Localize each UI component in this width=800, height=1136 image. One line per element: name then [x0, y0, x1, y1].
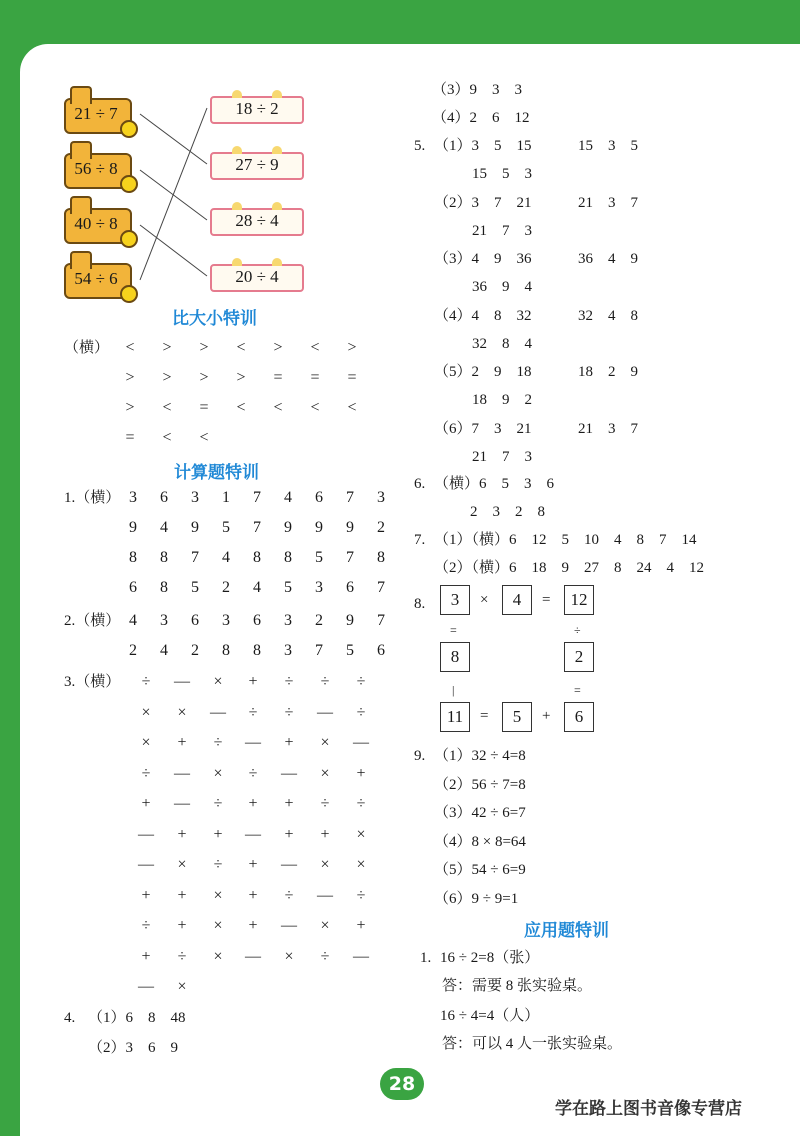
answer-digit: 9 — [315, 519, 323, 536]
q4-line-2: （2）3 6 9 — [88, 1040, 179, 1056]
operator-symbol: + — [248, 856, 258, 873]
q5-alt: 32 4 8 — [578, 307, 639, 324]
operator-symbol: ÷ — [141, 673, 151, 690]
operator-symbol: + — [248, 795, 258, 812]
q5-line: 18 9 2 — [472, 392, 533, 408]
q8-plus: + — [542, 708, 551, 724]
q5-line: （1）3 5 15 — [434, 138, 532, 154]
answer-digit: 8 — [253, 549, 261, 566]
q5-alt: 15 3 5 — [578, 138, 639, 154]
answer-digit: 6 — [160, 489, 168, 506]
answer-digit: 3 — [222, 612, 230, 629]
r-line-4: （4）2 6 12 — [432, 110, 530, 126]
q5-line: 21 7 3 — [472, 448, 533, 465]
answer-digit: 4 — [253, 579, 261, 596]
q8-box-6: 11 — [440, 702, 470, 732]
compare-symbol: = — [347, 369, 357, 386]
compare-symbol: < — [199, 429, 209, 446]
answer-digit: 7 — [346, 549, 354, 566]
operator-symbol: — — [174, 795, 190, 812]
compare-symbol: < — [347, 399, 357, 416]
q9-line: （5）54 ÷ 6=9 — [434, 862, 526, 878]
q8-box-2: 4 — [502, 585, 532, 615]
answer-digit: 8 — [284, 549, 292, 566]
operator-symbol: + — [356, 917, 366, 934]
compare-symbol: > — [347, 339, 357, 356]
compare-symbol: < — [236, 399, 246, 416]
answer-digit: 7 — [191, 549, 199, 566]
answer-digit: 9 — [346, 519, 354, 536]
card-expr: 18 ÷ 2 — [235, 99, 279, 118]
operator-symbol: — — [245, 734, 261, 751]
operator-symbol: ÷ — [284, 886, 294, 904]
operator-symbol: × — [320, 917, 330, 934]
compare-symbol: < — [125, 339, 135, 356]
operator-symbol: + — [248, 673, 258, 690]
operator-symbol: + — [177, 734, 187, 751]
q5-line: （2）3 7 21 — [434, 194, 532, 211]
q5-alt: 18 2 9 — [578, 364, 639, 380]
operator-symbol: ÷ — [213, 856, 223, 873]
cat-expr: 56 ÷ 8 — [74, 159, 118, 178]
operator-symbol: ÷ — [141, 764, 151, 782]
q8-vert-3: | — [452, 683, 455, 697]
app-line: 答：需要 8 张实验桌。 — [442, 978, 593, 994]
operator-symbol: ÷ — [356, 703, 366, 721]
compare-symbol: > — [162, 369, 172, 386]
answer-digit: 7 — [253, 489, 261, 506]
q8-box-7: 5 — [502, 702, 532, 732]
compare-symbol: > — [199, 339, 209, 356]
operator-symbol: — — [138, 856, 154, 873]
answer-digit: 8 — [129, 549, 137, 566]
operator-symbol: × — [284, 947, 294, 965]
operator-symbol: × — [177, 703, 187, 721]
answer-digit: 2 — [315, 612, 323, 629]
q8-equals-2: = — [480, 708, 489, 724]
operator-symbol: × — [320, 734, 330, 751]
answer-digit: 9 — [284, 519, 292, 536]
answer-digit: 9 — [191, 519, 199, 536]
operator-symbol: — — [317, 703, 333, 721]
cat-tile-2 — [64, 153, 132, 189]
q5-line: 15 5 3 — [472, 166, 533, 182]
q8-box-3: 12 — [564, 585, 594, 615]
q5-line: 32 8 4 — [472, 335, 533, 352]
q5-alt: 36 4 9 — [578, 251, 639, 267]
page-number: 28 — [380, 1068, 424, 1100]
answer-digit: 8 — [160, 549, 168, 566]
operator-symbol: — — [245, 947, 261, 965]
q4-number: 4. — [64, 1010, 76, 1026]
operator-symbol: + — [177, 886, 187, 904]
operator-symbol: ÷ — [141, 917, 151, 934]
compare-symbol: < — [310, 399, 320, 416]
operator-symbol: × — [356, 856, 366, 873]
operator-symbol: + — [284, 795, 294, 812]
q8-vert-2: ÷ — [574, 623, 581, 637]
cat-expr: 40 ÷ 8 — [74, 214, 118, 233]
operator-symbol: × — [213, 886, 223, 904]
q9-line: （1）32 ÷ 4=8 — [434, 748, 526, 764]
card-expr: 28 ÷ 4 — [235, 211, 279, 230]
q9-number: 9. — [414, 748, 426, 764]
q6-line-1: （横）6 5 3 6 — [434, 476, 555, 492]
answer-digit: 3 — [377, 489, 385, 506]
compare-symbol: > — [125, 369, 135, 386]
operator-symbol: ÷ — [248, 703, 258, 721]
compare-symbol: < — [273, 399, 283, 416]
card-1 — [210, 96, 304, 124]
operator-symbol: + — [141, 886, 151, 904]
q7-line-1: （1）（横）6 12 5 10 4 8 7 14 — [434, 532, 697, 548]
operator-symbol: — — [281, 856, 297, 873]
operator-symbol: ÷ — [356, 673, 366, 690]
operator-symbol: — — [138, 825, 154, 843]
operator-symbol: × — [213, 764, 223, 782]
answer-digit: 7 — [253, 519, 261, 536]
compare-symbol: < — [162, 429, 172, 446]
q8-vert-1: = — [450, 623, 457, 637]
operator-symbol: — — [210, 703, 226, 721]
operator-symbol: + — [141, 795, 151, 812]
card-expr: 27 ÷ 9 — [235, 155, 279, 174]
answer-digit: 8 — [160, 579, 168, 596]
q6-line-2: 2 3 2 8 — [470, 504, 546, 520]
cat-tile-1 — [64, 98, 132, 134]
answer-digit: 1 — [222, 489, 230, 506]
operator-symbol: — — [281, 764, 297, 782]
q5-alt: 21 3 7 — [578, 420, 639, 437]
q8-equals: = — [542, 592, 551, 608]
operator-symbol: + — [177, 917, 187, 934]
cat-expr: 54 ÷ 6 — [74, 269, 118, 288]
answer-digit: 6 — [129, 579, 137, 596]
q5-line: （4）4 8 32 — [434, 307, 532, 324]
q7-line-2: （2）（横）6 18 9 27 8 24 4 12 — [434, 560, 705, 576]
operator-symbol: ÷ — [320, 795, 330, 812]
app-line: 答：可以 4 人一张实验桌。 — [442, 1036, 623, 1052]
answer-digit: 5 — [222, 519, 230, 536]
compare-symbol: < — [310, 339, 320, 356]
answer-digit: 6 — [191, 612, 199, 629]
operator-symbol: × — [356, 825, 366, 843]
operator-symbol: — — [174, 673, 190, 690]
compare-symbol: > — [273, 339, 283, 356]
answer-digit: 3 — [284, 612, 292, 629]
answer-digit: 9 — [129, 519, 137, 536]
compare-heading: 比大小特训 — [172, 309, 257, 329]
app-line: 16 ÷ 2=8（张） — [440, 950, 540, 966]
q8-box-8: 6 — [564, 702, 594, 732]
r-line-3: （3）9 3 3 — [432, 82, 523, 98]
operator-symbol: × — [213, 947, 223, 965]
answer-digit: 2 — [129, 642, 137, 659]
calc-heading: 计算题特训 — [174, 463, 259, 483]
answer-digit: 9 — [346, 612, 354, 629]
operator-symbol: ÷ — [213, 734, 223, 751]
q3-number: 3.（横） — [64, 674, 121, 690]
compare-symbol: = — [310, 369, 320, 386]
q8-number: 8. — [414, 596, 426, 612]
compare-symbol: > — [236, 369, 246, 386]
answer-digit: 6 — [253, 612, 261, 629]
operator-symbol: × — [213, 917, 223, 934]
cat-tile-4 — [64, 263, 132, 299]
q8-box-1: 3 — [440, 585, 470, 615]
answer-digit: 8 — [253, 642, 261, 659]
answer-digit: 5 — [284, 579, 292, 596]
answer-digit: 5 — [191, 579, 199, 596]
operator-symbol: + — [248, 886, 258, 904]
operator-symbol: × — [320, 856, 330, 873]
answer-digit: 3 — [315, 579, 323, 596]
q4-line-1: （1）6 8 48 — [88, 1010, 186, 1026]
compare-symbol: > — [162, 339, 172, 356]
operator-symbol: ÷ — [284, 673, 294, 690]
operator-symbol: ÷ — [356, 795, 366, 812]
q5-line: （5）2 9 18 — [434, 364, 532, 380]
card-4 — [210, 264, 304, 292]
app-number: 1. — [420, 950, 432, 966]
footer-watermark: 学在路上图书音像专营店 — [555, 1099, 742, 1119]
answer-digit: 8 — [377, 549, 385, 566]
operator-symbol: × — [177, 978, 187, 995]
operator-symbol: × — [177, 856, 187, 873]
cat-tile-3 — [64, 208, 132, 244]
answer-digit: 5 — [346, 642, 354, 659]
operator-symbol: — — [353, 734, 369, 751]
operator-symbol: × — [141, 703, 151, 721]
q8-box-4: 8 — [440, 642, 470, 672]
app-line: 16 ÷ 4=4（人） — [440, 1008, 540, 1024]
operator-symbol: ÷ — [177, 947, 187, 965]
q5-line: （3）4 9 36 — [434, 251, 532, 267]
operator-symbol: ÷ — [248, 764, 258, 782]
operator-symbol: × — [320, 764, 330, 782]
q5-alt: 21 3 7 — [578, 194, 639, 211]
answer-digit: 6 — [315, 489, 323, 506]
answer-digit: 7 — [377, 579, 385, 596]
card-3 — [210, 208, 304, 236]
compare-symbol: < — [236, 339, 246, 356]
q1-number: 1.（横） — [64, 490, 121, 506]
cat-expr: 21 ÷ 7 — [74, 104, 118, 123]
q7-number: 7. — [414, 532, 426, 548]
compare-symbol: = — [273, 369, 283, 386]
operator-symbol: — — [138, 978, 154, 995]
operator-symbol: ÷ — [320, 947, 330, 965]
answer-digit: 6 — [346, 579, 354, 596]
q8-vert-4: = — [574, 683, 581, 697]
answer-digit: 6 — [377, 642, 385, 659]
q6-number: 6. — [414, 476, 426, 492]
q8-box-5: 2 — [564, 642, 594, 672]
operator-symbol: — — [353, 947, 369, 965]
operator-symbol: — — [281, 917, 297, 934]
answer-digit: 4 — [284, 489, 292, 506]
operator-symbol: + — [320, 825, 330, 843]
operator-symbol: + — [356, 764, 366, 782]
operator-symbol: ÷ — [284, 703, 294, 721]
operator-symbol: + — [284, 734, 294, 751]
q9-line: （6）9 ÷ 9=1 — [434, 890, 519, 907]
compare-symbol: < — [162, 399, 172, 416]
q5-line: 36 9 4 — [472, 279, 533, 295]
answer-digit: 4 — [222, 549, 230, 566]
compare-symbol: > — [125, 399, 135, 416]
q5-number: 5. — [414, 138, 426, 154]
q8-times: × — [480, 592, 489, 608]
operator-symbol: + — [248, 917, 258, 934]
operator-symbol: × — [141, 734, 151, 751]
compare-label: （横） — [64, 340, 110, 356]
compare-symbol: = — [199, 399, 209, 416]
answer-digit: 4 — [129, 612, 137, 629]
operator-symbol: ÷ — [213, 795, 223, 812]
answer-digit: 7 — [377, 612, 385, 629]
operator-symbol: — — [245, 825, 261, 843]
operator-symbol: + — [284, 825, 294, 843]
q2-number: 2.（横） — [64, 613, 121, 629]
answer-digit: 4 — [160, 642, 168, 659]
operator-symbol: × — [213, 673, 223, 690]
answer-digit: 5 — [315, 549, 323, 566]
answer-digit: 2 — [222, 579, 230, 596]
card-2 — [210, 152, 304, 180]
answer-digit: 2 — [191, 642, 199, 659]
answer-digit: 3 — [160, 612, 168, 629]
operator-symbol: ÷ — [356, 886, 366, 904]
answer-digit: 4 — [160, 519, 168, 536]
compare-symbol: = — [125, 429, 135, 446]
answer-digit: 3 — [129, 489, 137, 506]
card-expr: 20 ÷ 4 — [235, 267, 279, 286]
operator-symbol: — — [317, 886, 333, 904]
q9-line: （4）8 × 8=64 — [434, 833, 526, 850]
answer-digit: 2 — [377, 519, 385, 536]
answer-digit: 7 — [315, 642, 323, 659]
answer-digit: 7 — [346, 489, 354, 506]
operator-symbol: + — [177, 825, 187, 843]
q9-line: （2）56 ÷ 7=8 — [434, 776, 526, 793]
app-heading: 应用题特训 — [524, 921, 609, 941]
operator-symbol: — — [174, 764, 190, 782]
answer-digit: 8 — [222, 642, 230, 659]
operator-symbol: + — [141, 947, 151, 965]
q5-line: 21 7 3 — [472, 222, 533, 239]
operator-symbol: + — [213, 825, 223, 843]
answer-digit: 3 — [191, 489, 199, 506]
compare-symbol: > — [199, 369, 209, 386]
q5-line: （6）7 3 21 — [434, 420, 532, 437]
q9-line: （3）42 ÷ 6=7 — [434, 805, 526, 821]
operator-symbol: ÷ — [320, 673, 330, 690]
answer-digit: 3 — [284, 642, 292, 659]
